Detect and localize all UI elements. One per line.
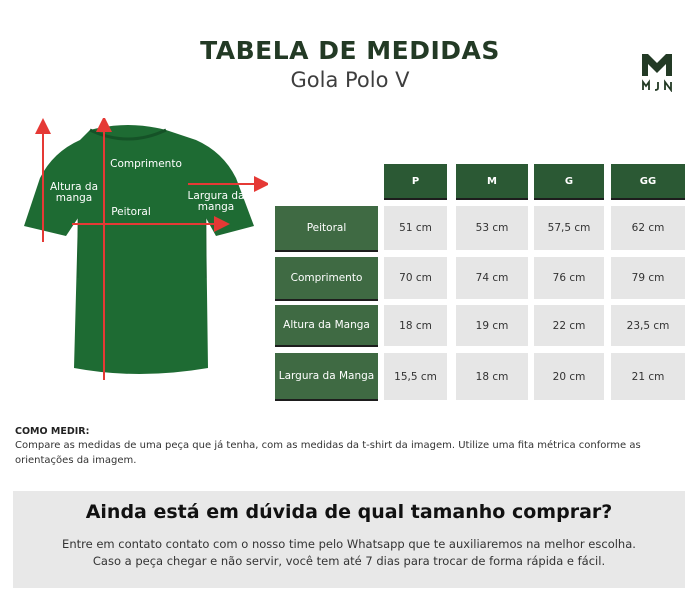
largura-manga-label: Largura da manga bbox=[187, 190, 245, 213]
howto-title: COMO MEDIR: bbox=[15, 426, 90, 437]
tshirt-diagram bbox=[18, 118, 268, 388]
table-cell: 23,5 cm bbox=[611, 305, 685, 346]
table-cell: 18 cm bbox=[384, 305, 447, 346]
altura-manga-label: Altura da manga bbox=[49, 181, 99, 204]
table-cell: 74 cm bbox=[456, 257, 528, 299]
page-title: TABELA DE MEDIDAS bbox=[200, 36, 500, 65]
wm-logo-icon bbox=[638, 52, 676, 92]
table-cell: 15,5 cm bbox=[384, 353, 447, 400]
size-header-m: M bbox=[456, 164, 528, 200]
row-label-comprimento: Comprimento bbox=[275, 257, 378, 301]
row-label-peitoral: Peitoral bbox=[275, 206, 378, 252]
table-cell: 21 cm bbox=[611, 353, 685, 400]
table-cell: 70 cm bbox=[384, 257, 447, 299]
table-cell: 76 cm bbox=[534, 257, 604, 299]
table-cell: 57,5 cm bbox=[534, 206, 604, 250]
help-text bbox=[13, 536, 685, 570]
table-cell: 51 cm bbox=[384, 206, 447, 250]
row-label-largura-manga: Largura da Manga bbox=[275, 353, 378, 401]
table-cell: 18 cm bbox=[456, 353, 528, 400]
table-cell: 53 cm bbox=[456, 206, 528, 250]
table-cell: 79 cm bbox=[611, 257, 685, 299]
table-cell: 22 cm bbox=[534, 305, 604, 346]
help-box bbox=[13, 491, 685, 588]
size-header-p: P bbox=[384, 164, 447, 200]
table-cell: 62 cm bbox=[611, 206, 685, 250]
help-title: Ainda está em dúvida de qual tamanho comprar? bbox=[85, 501, 613, 523]
table-cell: 19 cm bbox=[456, 305, 528, 346]
help-line-1: Entre em contato contato com o nosso time pelo Whatsapp que te auxiliaremos na melhor escolha. bbox=[62, 537, 636, 551]
size-header-g: G bbox=[534, 164, 604, 200]
howto-text: Compare as medidas de uma peça que já tenha, com as medidas da t-shirt da imagem. Utilize uma fita métrica conforme as orientações da imagem. bbox=[15, 440, 641, 466]
peitoral-label: Peitoral bbox=[111, 206, 151, 218]
table-cell: 20 cm bbox=[534, 353, 604, 400]
help-line-2: Caso a peça chegar e não servir, você tem até 7 dias para trocar de forma rápida e fácil. bbox=[92, 554, 606, 568]
comprimento-label: Comprimento bbox=[110, 158, 182, 170]
page-subtitle: Gola Polo V bbox=[290, 68, 410, 92]
row-label-altura-manga: Altura da Manga bbox=[275, 305, 378, 347]
size-header-gg: GG bbox=[611, 164, 685, 200]
